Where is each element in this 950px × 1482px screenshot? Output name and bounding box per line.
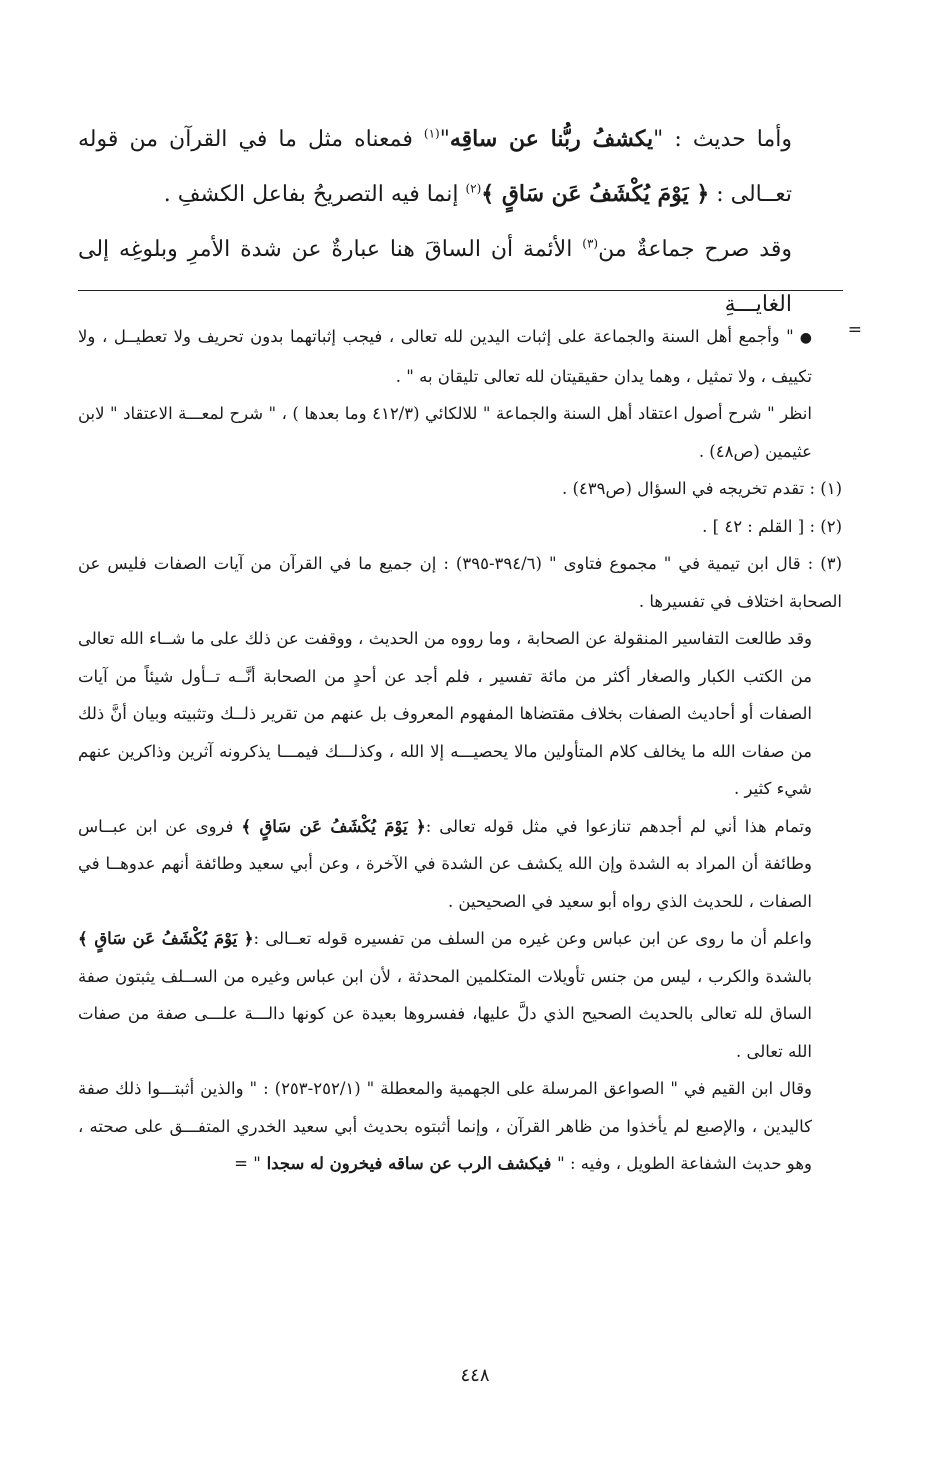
footnote-3-paragraph-a: وقد طالعت التفاسير المنقولة عن الصحابة ، وما رووه من الحديث ، ووقفت عن ذلك على ما شــاء الله تعالى من الكتب الكبار والصغار أكثر من مائة تفسير ، فلم أجد عن أحدٍ من الصحابة أنَّــه تــأول شيئاً من آيات الصفات أو أحاديث الصفات بخلاف مقتضاها المفهوم المعروف بل عنهم من تقرير ذلــك وتثبيته وبيان أنَّ ذلك من صفات الله ما يخالف كلام المتأولين مالا يحصيـــه إلا الله ، وكذلـــك فيمـــا يذكرونه آثرين وذاكرين عنهم شيء كثير . <box>78 629 812 798</box>
footnote-3: (٣) : قال ابن تيمية في " مجموع فتاوى " (٣٩٤/٦-٣٩٥) : إن جميع ما في القرآن من آيات الصفات فليس عن الصحابة اختلاف في تفسيرها . <box>78 554 842 611</box>
footnotes <box>78 318 842 1183</box>
footnote-3-paragraph-c: واعلم أن ما روى عن ابن عباس وعن غيره من السلف من تفسيره قوله تعــالى :﴿ يَوْمَ يُكْشَفُ عَن سَاقٍ ﴾ بالشدة والكرب ، ليس من جنس تأويلات المتكلمين المحدثة ، لأن ابن عباس وغيره من الســلف يثبتون صفة الساق لله تعالى بالحديث الصحيح الذي دلَّ عليها، ففسروها بعيدة عن كونها دالـــة علـــى صفة من صفات الله تعالى . <box>78 929 812 1061</box>
footnote-3-paragraph-d: وقال ابن القيم في " الصواعق المرسلة على الجهمية والمعطلة " (٢٥٢/١-٢٥٣) : " والذين أثبتـــوا ذلك صفة كاليدين ، والإصبع لم يأخذوا من ظاهر القرآن ، وإنما أثبتوه بحديث أبي سعيد الخدري المتفـــق على صحته ، وهو حديث الشفاعة الطويل ، وفيه : " فيكشف الرب عن ساقه فيخرون له سجدا " = <box>78 1079 812 1173</box>
footnote-3-paragraph-b: وتمام هذا أني لم أجدهم تنازعوا في مثل قوله تعالى :﴿ يَوْمَ يُكْشَفُ عَن سَاقٍ ﴾ فروى عن ابن عبــاس وطائفة أن المراد به الشدة وإن الله يكشف عن الشدة في الآخرة ، وعن أبي سعيد وطائفة أنهم عدوهــا في الصفات ، للحديث الذي رواه أبو سعيد في الصحيحين . <box>78 816 812 911</box>
footnote-continued: ●" وأجمع أهل السنة والجماعة على إثبات اليدين لله تعالى ، فيجب إثباتهما بدون تحريف ولا تعطيــل ، ولا تكييف ، ولا تمثيل ، وهما يدان حقيقيتان لله تعالى تليقان به " . <box>78 318 842 395</box>
footnote-separator <box>78 290 843 291</box>
page-number: ٤٤٨ <box>460 1365 490 1386</box>
footnote-ref-3: (٣) <box>582 236 599 251</box>
quran-verse: ﴿ يَوْمَ يُكْشَفُ عَن سَاقٍ ﴾ <box>481 181 710 207</box>
bullet-icon: ● <box>799 330 812 346</box>
hadith-quote-note: فيكشف الرب عن ساقه فيخرون له سجدا <box>260 1154 558 1173</box>
quran-verse-note-c: ﴿ يَوْمَ يُكْشَفُ عَن سَاقٍ ﴾ <box>78 929 254 948</box>
main-text <box>78 112 832 332</box>
continuation-mark: = <box>847 320 862 340</box>
main-paragraph-1: وأما حديث : "يكشفُ ربُّنا عن ساقِه"$^{(١)}$ فمعناه مثل ما في القرآن من قوله تعــالى : ﴿ يَوْمَ يُكْشَفُ عَن سَاقٍ ﴾$^{(٢)}$ إنما فيه التصريحُ بفاعل الكشفِ . <box>78 126 792 207</box>
hadith-quote: يكشفُ ربُّنا عن ساقِه <box>449 126 654 152</box>
footnote-reference: انظر " شرح أصول اعتقاد أهل السنة والجماعة " للالكائي (٤١٢/٣ وما بعدها ) ، " شرح لمعـــة الاعتقاد " لابن عثيمين (ص٤٨) . <box>78 404 812 461</box>
main-paragraph-2: وقد صرح جماعةٌ من$^{(٣)}$ الأئمة أن الساقَ هنا عبارةٌ عن شدة الأمرِ وبلوغِه إلى الغايـــةِ <box>78 236 792 317</box>
quran-verse-note-b: ﴿ يَوْمَ يُكْشَفُ عَن سَاقٍ ﴾ <box>241 816 426 836</box>
footnote-ref-1: (١) <box>423 126 440 141</box>
footnote-1: (١) : تقدم تخريجه في السؤال (ص٤٣٩) . <box>561 479 842 498</box>
footnote-ref-2: (٢) <box>465 181 482 196</box>
footnote-2: (٢) : [ القلم : ٤٢ ] . <box>702 516 842 536</box>
